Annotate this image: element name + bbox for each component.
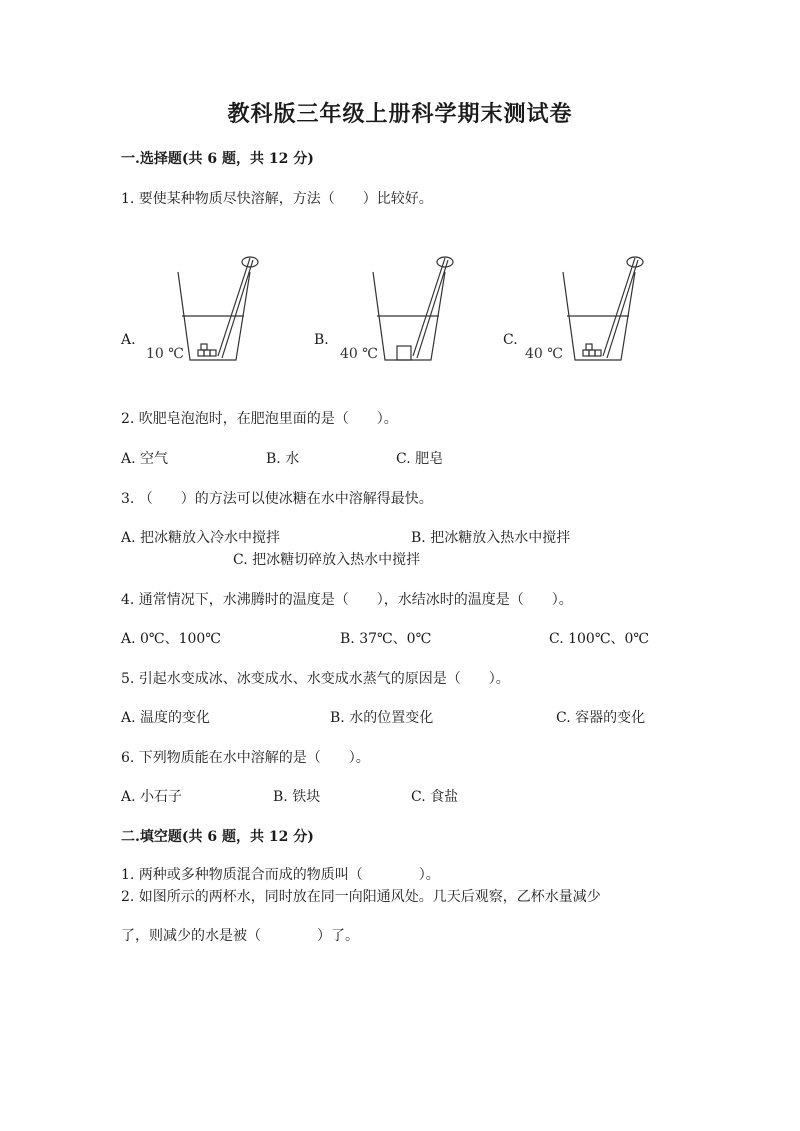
sugar-piece	[198, 350, 204, 356]
q3-option-a[interactable]: A. 把冰糖放入冷水中搅拌	[121, 530, 281, 546]
q1-option-b-label[interactable]: B.	[314, 332, 329, 348]
fill-question-1: 1. 两种或多种物质混合而成的物质叫（ ）。	[121, 867, 440, 883]
fill-question-2: 2. 如图所示的两杯水，同时放在同一向阳通风处。几天后观察，乙杯水量减少	[121, 889, 601, 905]
temperature-label-a: 10 ℃	[146, 346, 184, 362]
q6-option-a[interactable]: A. 小石子	[121, 789, 183, 805]
q4-option-c[interactable]: C. 100℃、0℃	[549, 631, 650, 647]
question-6: 6. 下列物质能在水中溶解的是（ ）。	[121, 750, 370, 766]
sugar-piece	[204, 350, 210, 356]
sugar-cube	[397, 346, 411, 360]
section-2-heading: 二.填空题(共 6 题，共 12 分)	[121, 829, 314, 845]
stirring-rod-edge	[417, 260, 448, 358]
sugar-piece	[589, 350, 595, 356]
q5-option-c[interactable]: C. 容器的变化	[556, 710, 646, 726]
stirring-rod	[413, 258, 445, 356]
beaker-diagram-b	[365, 248, 465, 368]
stirring-rod	[218, 258, 250, 356]
question-1: 1. 要使某种物质尽快溶解，方法（ ）比较好。	[121, 191, 433, 207]
stirring-rod	[603, 258, 635, 356]
q6-option-c[interactable]: C. 食盐	[411, 789, 459, 805]
q1-option-c-label[interactable]: C.	[503, 332, 518, 348]
q2-option-c[interactable]: C. 肥皂	[396, 451, 444, 467]
q1-option-a-label[interactable]: A.	[121, 332, 136, 348]
q3-option-c[interactable]: C. 把冰糖切碎放入热水中搅拌	[233, 552, 421, 568]
stirring-rod-edge	[607, 260, 638, 358]
q2-option-a[interactable]: A. 空气	[121, 451, 169, 467]
q4-option-a[interactable]: A. 0℃、100℃	[121, 631, 221, 647]
sugar-piece	[210, 350, 216, 356]
beaker-diagram-a	[170, 248, 270, 368]
section-1-heading: 一.选择题(共 6 题，共 12 分)	[121, 151, 314, 167]
sugar-piece	[583, 350, 589, 356]
q5-option-b[interactable]: B. 水的位置变化	[330, 710, 434, 726]
beaker-diagram-c	[555, 248, 655, 368]
question-5: 5. 引起水变成冰、冰变成水、水变成水蒸气的原因是（ ）。	[121, 671, 510, 687]
stirring-rod-edge	[222, 260, 253, 358]
temperature-label-b: 40 ℃	[340, 346, 378, 362]
question-3: 3. （ ）的方法可以使冰糖在水中溶解得最快。	[121, 491, 433, 507]
page-title: 教科版三年级上册科学期末测试卷	[227, 101, 573, 127]
q6-option-b[interactable]: B. 铁块	[273, 789, 321, 805]
question-2: 2. 吹肥皂泡泡时，在肥泡里面的是（ ）。	[121, 411, 398, 427]
q2-option-b[interactable]: B. 水	[266, 451, 300, 467]
sugar-piece	[595, 350, 601, 356]
sugar-piece	[586, 344, 592, 350]
sugar-piece	[201, 344, 207, 350]
temperature-label-c: 40 ℃	[525, 346, 563, 362]
fill-question-2-continued: 了，则减少的水是被（ ）了。	[121, 928, 359, 944]
q4-option-b[interactable]: B. 37℃、0℃	[340, 631, 432, 647]
q5-option-a[interactable]: A. 温度的变化	[121, 710, 211, 726]
question-4: 4. 通常情况下，水沸腾时的温度是（ ），水结冰时的温度是（ ）。	[121, 592, 573, 608]
q3-option-b[interactable]: B. 把冰糖放入热水中搅拌	[411, 530, 571, 546]
